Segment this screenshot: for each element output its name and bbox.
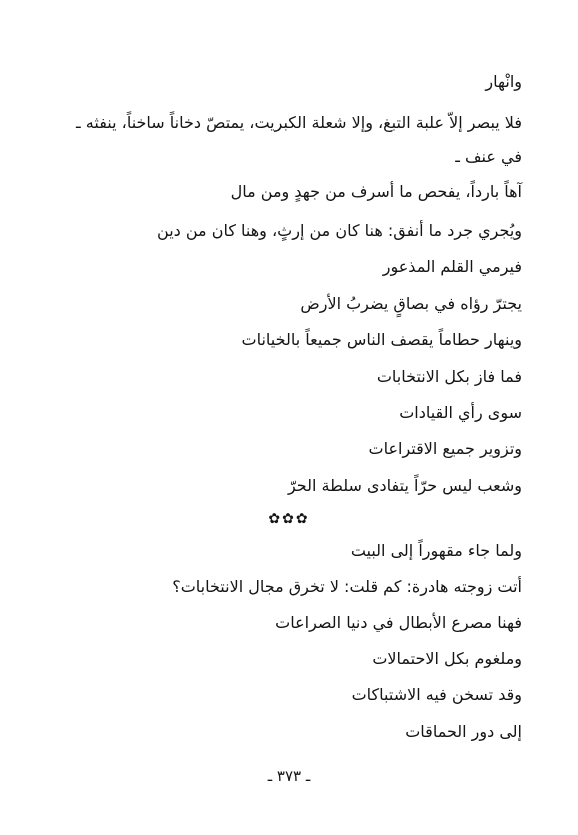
poem-line: آهاً بارداً، يفحص ما أسرف من جهدٍ ومن مال bbox=[230, 182, 522, 201]
poem-line: وقد تسخن فيه الاشتباكات bbox=[351, 685, 522, 704]
poem-line: في عنف ـ bbox=[455, 147, 522, 166]
poem-line: وينهار حطاماً يقصف الناس جميعاً بالخيانات bbox=[241, 330, 522, 349]
poem-line: يجترّ رؤاه في بصاقٍ يضربُ الأرض bbox=[300, 294, 522, 313]
poem-line: وانْهار bbox=[485, 72, 522, 91]
poem-line: ويُجري جرد ما أنفق: هنا كان من إرثٍ، وهنا كان من دين bbox=[157, 221, 522, 240]
poem-line: إلى دور الحماقات bbox=[405, 722, 522, 741]
poem-line: سوى رأي القيادات bbox=[399, 403, 522, 422]
poem-line: وشعب ليس حرّاً يتفادى سلطة الحرّ bbox=[287, 476, 522, 495]
poem-line: فهنا مصرع الأبطال في دنيا الصراعات bbox=[275, 613, 522, 632]
poem-line: فيرمي القلم المذعور bbox=[382, 257, 522, 276]
poem-line: ولما جاء مقهوراً إلى البيت bbox=[350, 541, 522, 560]
poem-line: أتت زوجته هادرة: كم قلت: لا تخرق مجال الانتخابات؟ bbox=[172, 577, 522, 596]
poem-line: فلا يبصر إلاّ علبة التبغ، وإلا شعلة الكبريت، يمتصّ دخاناً ساخناً، ينفثه ـ bbox=[76, 113, 522, 132]
section-separator-ornament: ✿✿✿ bbox=[268, 511, 310, 527]
poem-line: وملغوم بكل الاحتمالات bbox=[372, 649, 522, 668]
poem-line: وتزوير جميع الاقتراعات bbox=[368, 439, 522, 458]
page-number: ـ ٣٧٣ ـ bbox=[267, 767, 311, 785]
poem-line: فما فاز بكل الانتخابات bbox=[376, 367, 522, 386]
